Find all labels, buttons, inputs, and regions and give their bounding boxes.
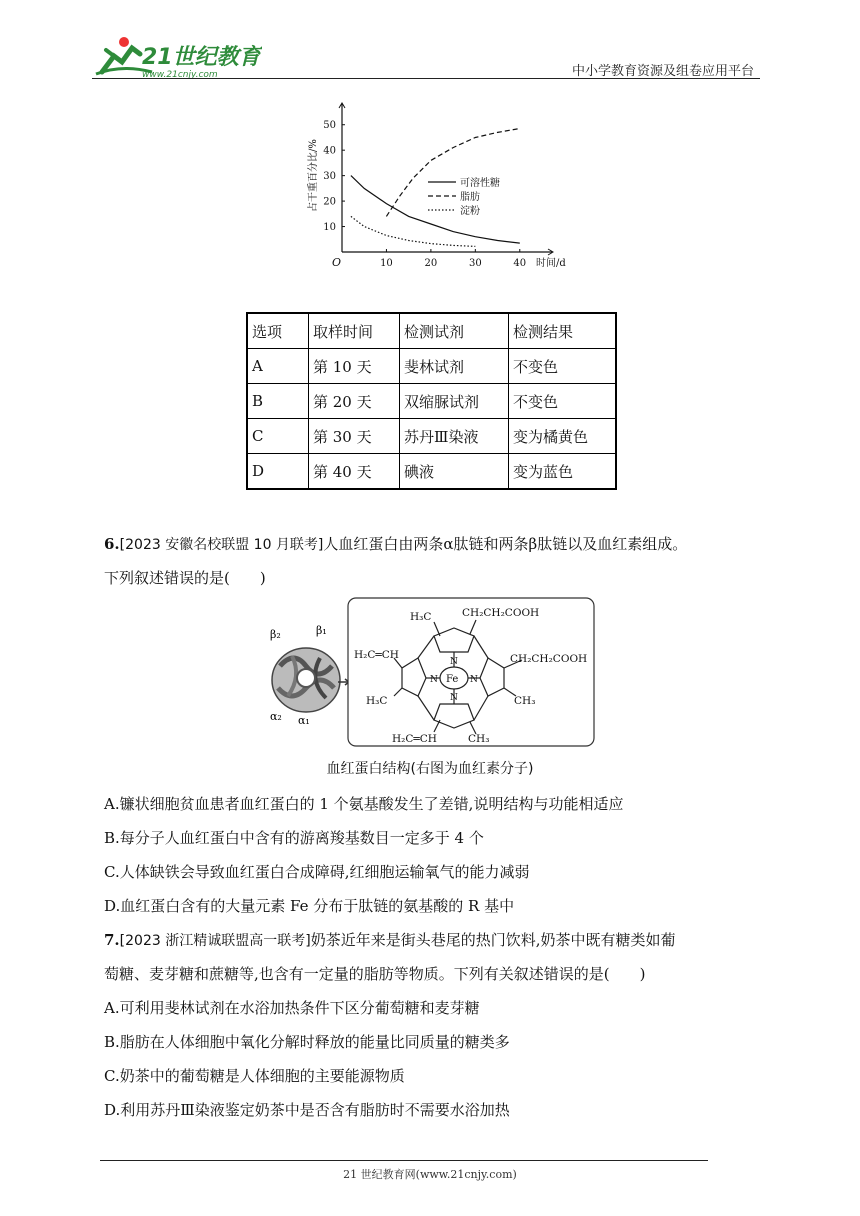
heme-label-ch3-right: CH₃ xyxy=(514,695,536,707)
label-beta2: β₂ xyxy=(270,628,281,641)
table-cell: 第 10 天 xyxy=(309,349,400,384)
logo-runner-icon xyxy=(92,34,262,80)
q7-option-c: C.奶茶中的葡萄糖是人体细胞的主要能源物质 xyxy=(104,1067,405,1085)
figure-caption: 血红蛋白结构(右图为血红素分子) xyxy=(326,761,534,777)
series-line-3 xyxy=(351,216,475,246)
legend-entry: 可溶性糖 xyxy=(460,178,500,189)
table-header: 选项 xyxy=(247,313,309,349)
heme-label-h3c-left: H₃C xyxy=(366,695,388,707)
x-axis-label: 时间/d xyxy=(536,258,566,269)
logo-url: www.21cnjy.com xyxy=(142,70,218,80)
label-alpha2: α₂ xyxy=(270,710,282,723)
x-tick-label: 40 xyxy=(513,258,527,269)
table-cell: 碘液 xyxy=(400,454,509,490)
heme-label-n-left: N xyxy=(430,675,438,685)
table-cell: 苏丹Ⅲ染液 xyxy=(400,419,509,454)
table-row xyxy=(247,349,616,384)
q7-option-d: D.利用苏丹Ⅲ染液鉴定奶茶中是否含有脂肪时不需要水浴加热 xyxy=(104,1101,510,1119)
q7-source: [2023 浙江精诚联盟高一联考] xyxy=(119,933,311,949)
q7-option-a: A.可利用斐林试剂在水浴加热条件下区分葡萄糖和麦芽糖 xyxy=(104,999,480,1017)
q7-stem-line1 xyxy=(104,928,675,953)
q6-option-c: C.人体缺铁会导致血红蛋白合成障碍,红细胞运输氧气的能力减弱 xyxy=(104,863,530,881)
table-cell: 变为橘黄色 xyxy=(509,419,617,454)
heme-label-fe: Fe xyxy=(446,674,459,685)
x-tick-label: 20 xyxy=(424,258,438,269)
q7-stem-text1: 奶茶近年来是街头巷尾的热门饮料,奶茶中既有糖类如葡 xyxy=(310,931,676,949)
q6-stem-line2: 下列叙述错误的是( ) xyxy=(104,569,266,587)
x-tick-label: 30 xyxy=(468,258,482,269)
table-header-row xyxy=(247,313,616,349)
table-row xyxy=(247,454,616,490)
q6-number: 6. xyxy=(104,535,120,553)
table-cell: 第 20 天 xyxy=(309,384,400,419)
table-cell: 第 40 天 xyxy=(309,454,400,490)
table-header: 检测试剂 xyxy=(400,313,509,349)
y-tick-label: 30 xyxy=(323,171,336,183)
q6-option-b: B.每分子人血红蛋白中含有的游离羧基数目一定多于 4 个 xyxy=(104,829,484,847)
label-alpha1: α₁ xyxy=(298,714,310,727)
footer-text: 21 世纪教育网(www.21cnjy.com) xyxy=(343,1168,517,1181)
q6-stem-text1: 人血红蛋白由两条α肽链和两条β肽链以及血红素组成。 xyxy=(323,535,688,553)
series-line-2 xyxy=(386,129,519,217)
heme-label-n-bottom: N xyxy=(450,693,458,703)
q7-stem-line2: 萄糖、麦芽糖和蔗糖等,也含有一定量的脂肪等物质。下列有关叙述错误的是( ) xyxy=(104,965,646,983)
origin-label: O xyxy=(332,256,342,269)
table-cell: A xyxy=(247,349,309,384)
chart xyxy=(300,102,570,280)
table-cell: 变为蓝色 xyxy=(509,454,617,490)
heme-label-ch2-right: CH₂CH₂COOH xyxy=(510,653,588,665)
table-cell: 第 30 天 xyxy=(309,419,400,454)
table-row xyxy=(247,384,616,419)
y-tick-label: 10 xyxy=(323,222,336,234)
y-tick-label: 40 xyxy=(323,145,336,157)
table-cell: 双缩脲试剂 xyxy=(400,384,509,419)
protein-structure-icon xyxy=(272,648,340,712)
heme-label-ch3-bottom: CH₃ xyxy=(468,733,490,745)
table-cell: 不变色 xyxy=(509,384,617,419)
answer-table xyxy=(246,312,617,490)
q6-source: [2023 安徽名校联盟 10 月联考] xyxy=(119,537,324,553)
y-tick-label: 20 xyxy=(323,196,336,208)
x-tick-label: 10 xyxy=(380,258,393,269)
table-cell: 斐林试剂 xyxy=(400,349,509,384)
q6-option-a: A.镰状细胞贫血患者血红蛋白的 1 个氨基酸发生了差错,说明结构与功能相适应 xyxy=(104,795,624,813)
heme-label-vinyl-bottom: H₂C═CH xyxy=(392,733,437,745)
heme-label-ch2-top: CH₂CH₂COOH xyxy=(462,607,540,619)
heme-label-h3c-top: H₃C xyxy=(410,611,432,623)
heme-label-n-top: N xyxy=(450,657,458,667)
logo xyxy=(92,34,262,80)
y-tick-label: 50 xyxy=(323,120,336,132)
heme-label-n-right: N xyxy=(470,675,478,685)
table-row xyxy=(247,419,616,454)
legend-entry: 淀粉 xyxy=(460,206,480,217)
table-header: 取样时间 xyxy=(309,313,400,349)
q6-option-d: D.血红蛋白含有的大量元素 Fe 分布于肽链的氨基酸的 R 基中 xyxy=(104,897,515,915)
logo-text: 21世纪教育 xyxy=(142,45,261,70)
table-cell: D xyxy=(247,454,309,490)
header-rule xyxy=(92,78,760,79)
table-cell: B xyxy=(247,384,309,419)
table-header: 检测结果 xyxy=(509,313,617,349)
q7-number: 7. xyxy=(104,931,120,949)
q6-stem-line1 xyxy=(104,532,687,557)
q7-option-b: B.脂肪在人体细胞中氧化分解时释放的能量比同质量的糖类多 xyxy=(104,1033,510,1051)
platform-name: 中小学教育资源及组卷应用平台 xyxy=(571,64,754,79)
y-axis-label: 占干重百分比/% xyxy=(308,139,319,212)
table-cell: 不变色 xyxy=(509,349,617,384)
legend-entry: 脂肪 xyxy=(460,192,480,203)
footer-rule xyxy=(100,1160,708,1161)
table-cell: C xyxy=(247,419,309,454)
hemoglobin-figure xyxy=(258,596,598,748)
heme-label-vinyl-left: H₂C═CH xyxy=(354,649,399,661)
label-beta1: β₁ xyxy=(316,624,327,637)
